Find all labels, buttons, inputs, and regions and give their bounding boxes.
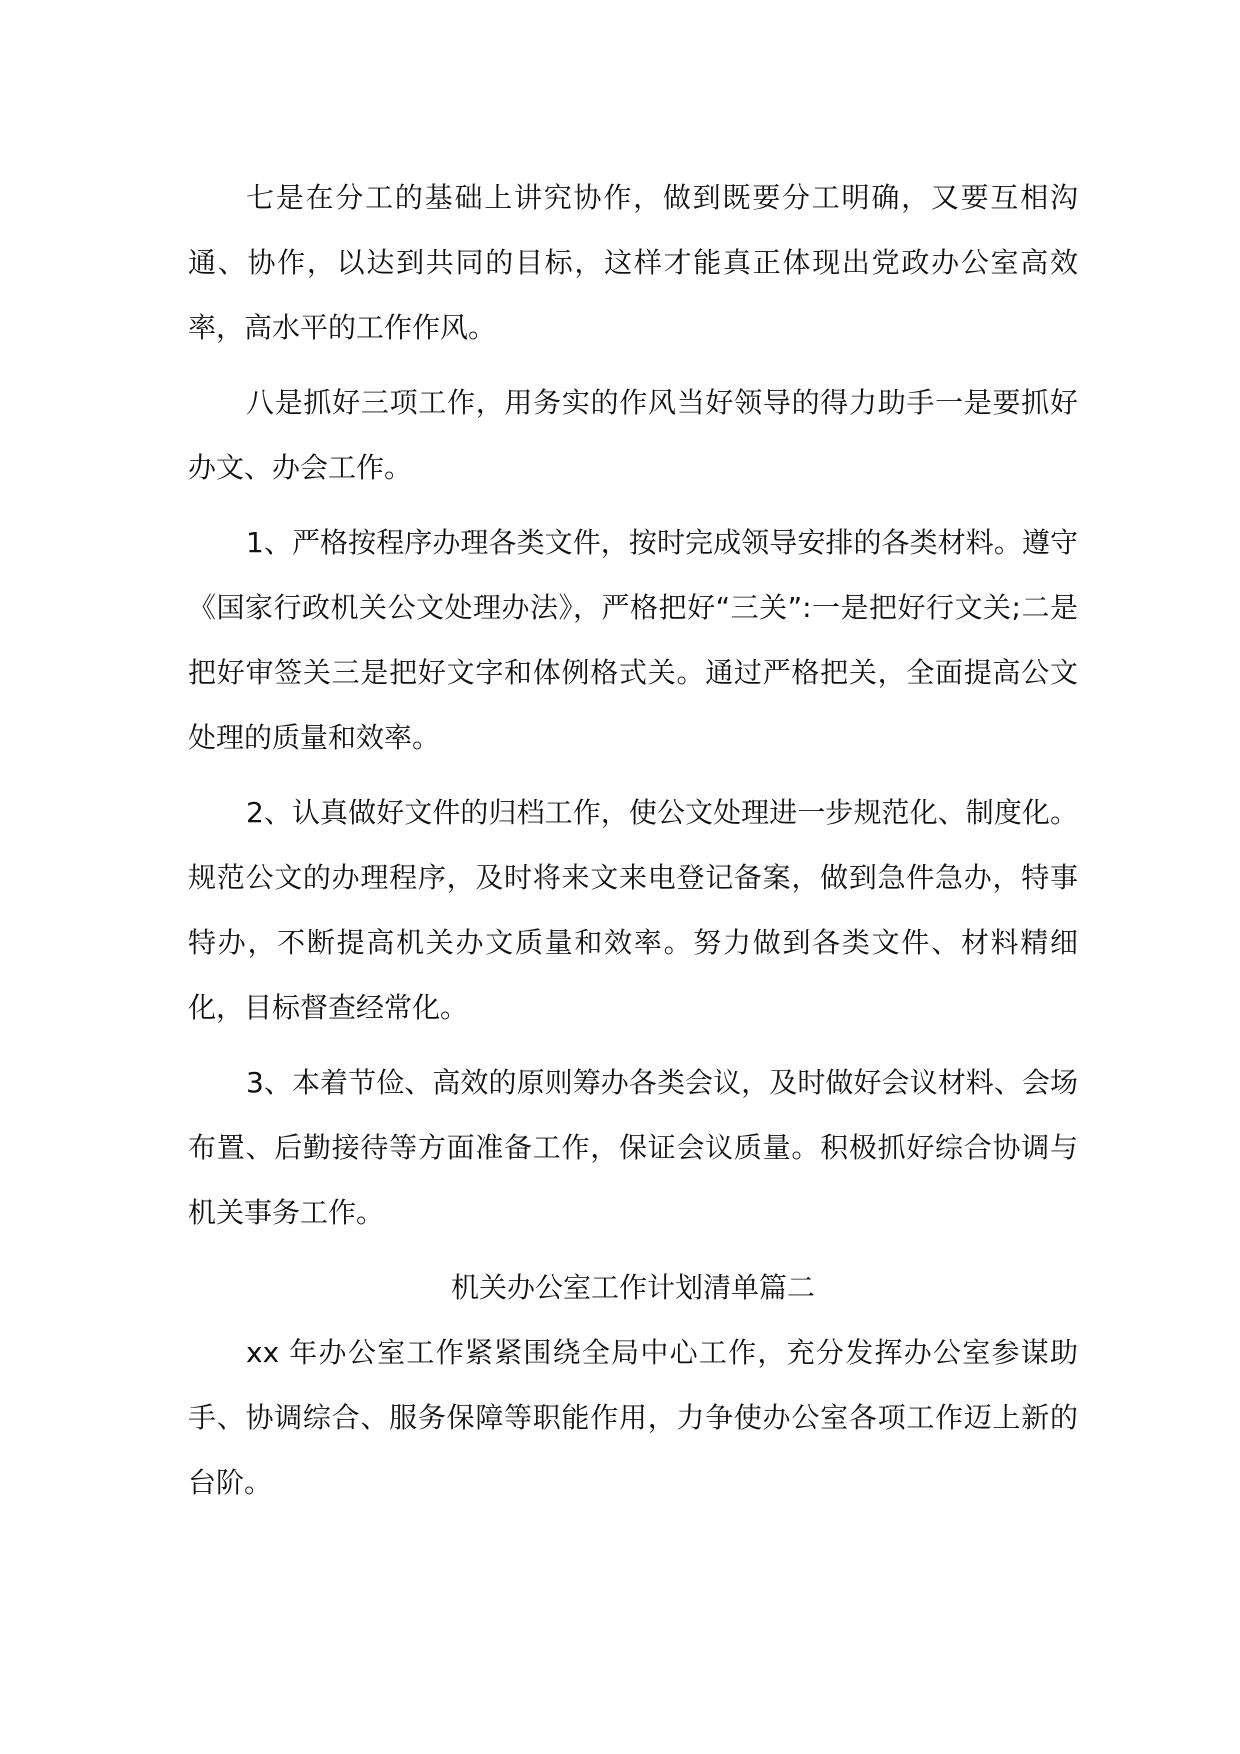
paragraph-8-three-tasks: 八是抓好三项工作，用务实的作风当好领导的得力助手一是要抓好办文、办会工作。 xyxy=(188,386,1078,484)
paragraph-xx-year: xx 年办公室工作紧紧围绕全局中心工作，充分发挥办公室参谋助手、协调综合、服务保障等职能作用，力争使办公室各项工作迈上新的台阶。 xyxy=(188,1336,1078,1499)
section-title: 机关办公室工作计划清单篇二 xyxy=(450,1271,815,1304)
paragraph-item-3: 3、本着节俭、高效的原则筹办各类会议，及时做好会议材料、会场布置、后勤接待等方面准备工作，保证会议质量。积极抓好综合协调与机关事务工作。 xyxy=(188,1066,1078,1229)
paragraph-item-2: 2、认真做好文件的归档工作，使公文处理进一步规范化、制度化。规范公文的办理程序，及时将来文来电登记备案，做到急件急办，特事特办，不断提高机关办文质量和效率。努力做到各类文件、材料精细化，目标督查经常化。 xyxy=(188,796,1078,1024)
paragraph-item-1: 1、严格按程序办理各类文件，按时完成领导安排的各类材料。遵守《国家行政机关公文处理办法》，严格把好“三关”:一是把好行文关;二是把好审签关三是把好文字和体例格式关。通过严格把关，全面提高公文处理的质量和效率。 xyxy=(188,526,1078,754)
document-page xyxy=(188,165,1078,1525)
paragraph-7-coordination: 七是在分工的基础上讲究协作，做到既要分工明确，又要互相沟通、协作，以达到共同的目标，这样才能真正体现出党政办公室高效率，高水平的工作作风。 xyxy=(188,181,1078,344)
